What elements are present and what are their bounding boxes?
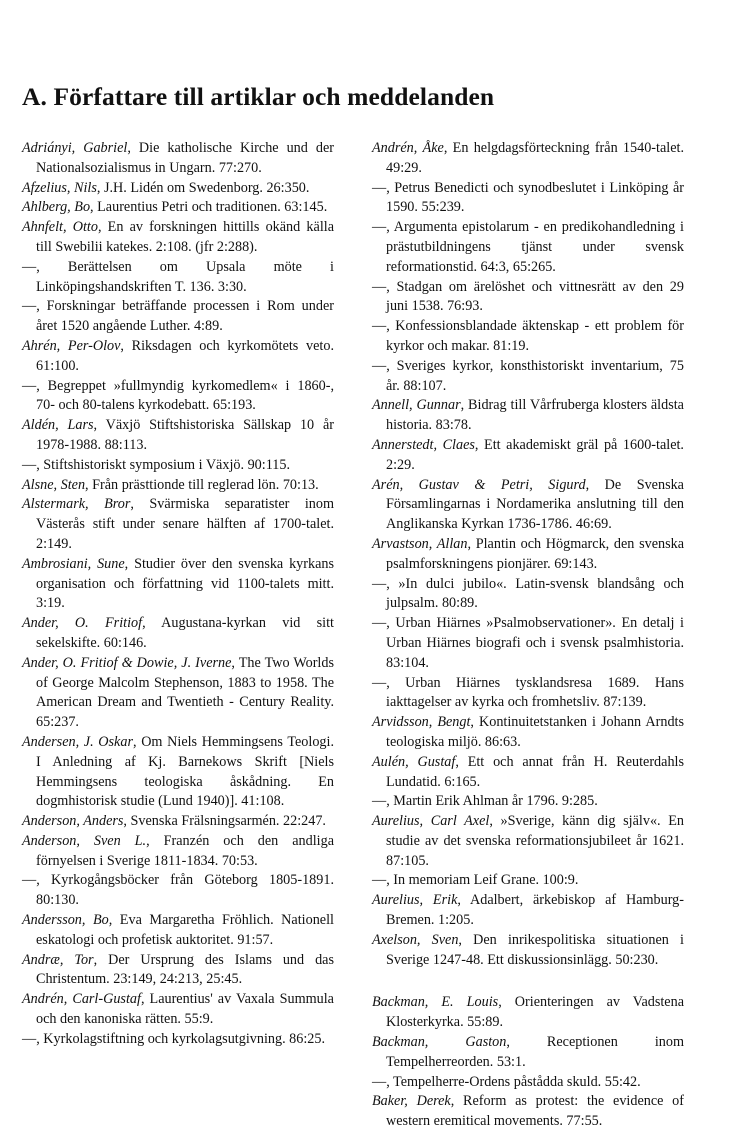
entry-text: , J.H. Lidén om Swedenborg. 26:350. xyxy=(96,179,310,196)
index-entry xyxy=(372,575,684,615)
entry-text: , Eva Margaretha Fröhlich. Nationell eskatologi och profetisk auktoritet. 91:57. xyxy=(36,912,334,948)
index-entry xyxy=(372,891,684,931)
entry-text: —, Tempelherre-Ordens påstådda skuld. 55:42. xyxy=(372,1073,641,1090)
index-entry xyxy=(372,179,684,219)
author-name: Axelson, Sven xyxy=(372,931,459,948)
author-name: Anderson, Anders xyxy=(22,813,124,830)
entry-text: , The Two Worlds of George Malcolm Stephenson, 1883 to 1958. The American Dream and Twentieth - Century Reality. 65:237. xyxy=(36,654,334,731)
index-entry xyxy=(22,476,334,496)
author-name: Arvastson, Allan xyxy=(372,535,468,552)
entry-text: , En helgdagsförteckning från 1540-talet. 49:29. xyxy=(386,140,684,176)
index-entry xyxy=(372,931,684,971)
index-entry xyxy=(372,812,684,871)
author-name: Alsne, Sten xyxy=(22,476,86,493)
author-name: Arvidsson, Bengt xyxy=(372,714,471,731)
index-entry xyxy=(372,396,684,436)
entry-text: —, Urban Hiärnes »Psalmobservationer». En detalj i Urban Hiärnes biografi och i svensk psalmhistoria. 83:104. xyxy=(372,615,684,671)
index-entry xyxy=(372,674,684,714)
entry-text: , Riksdagen och kyrkomötets veto. 61:100. xyxy=(36,337,334,374)
index-entry xyxy=(372,1033,684,1073)
entry-text: , Om Niels Hemmingsens Teologi. I Anledning af Kj. Barnekows Skrift [Niels Hemmingsens teologiska åskådning. En dogmhistorisk studie (Lund 1940)]. 41:108. xyxy=(36,733,334,810)
left-column xyxy=(22,139,334,1050)
index-entry xyxy=(22,218,334,258)
index-entry xyxy=(372,357,684,397)
entry-text: , Franzén och den andliga förnyelsen i Sverige 1811-1834. 70:53. xyxy=(36,832,334,869)
author-name: Ahrén, Per-Olov xyxy=(22,337,121,354)
entry-text: , Bidrag till Vårfruberga klosters äldsta historia. 83:78. xyxy=(386,397,684,434)
entry-text: , Laurentius Petri och traditionen. 63:145. xyxy=(90,199,328,216)
index-entry xyxy=(22,416,334,456)
entry-text: , Ett akademiskt gräl på 1600-talet. 2:29. xyxy=(386,436,684,473)
index-entry xyxy=(22,911,334,951)
author-name: Ander, O. Fritiof xyxy=(22,615,143,632)
entry-text: , Från prästtionde till reglerad lön. 70:13. xyxy=(85,476,319,493)
entry-text: , Växjö Stiftshistoriska Sällskap 10 år 1978-1988. 88:113. xyxy=(36,417,334,453)
entry-text: , Die katholische Kirche und der Nationalsozialismus in Ungarn. 77:270. xyxy=(36,140,334,176)
author-name: Annell, Gunnar xyxy=(372,397,461,414)
author-name: Arén, Gustav & Petri, Sigurd xyxy=(372,476,586,493)
entry-text: —, Berättelsen om Upsala möte i Linköpingshandskriften T. 136. 3:30. xyxy=(22,258,334,295)
author-name: Aurelius, Erik xyxy=(372,892,458,909)
author-name: Andræ, Tor xyxy=(22,951,94,968)
entry-text: —, Urban Hiärnes tysklandsresa 1689. Hans iakttagelser av kyrka och fromhetsliv. 87:139. xyxy=(372,674,684,711)
index-entry xyxy=(372,1073,684,1093)
entry-text: , Augustana-kyrkan vid sitt sekelskifte. 60:146. xyxy=(36,615,334,651)
entry-text: , Svenska Frälsningsarmén. 22:247. xyxy=(123,813,326,830)
author-name: Ahlberg, Bo xyxy=(22,199,91,216)
entry-text: —, In memoriam Leif Grane. 100:9. xyxy=(372,872,579,889)
entry-text: —, Forskningar beträffande processen i Rom under året 1520 angående Luther. 4:89. xyxy=(22,298,334,335)
author-name: Ander, O. Fritiof & Dowie, J. Iverne xyxy=(22,654,232,671)
index-entry xyxy=(372,1092,684,1132)
author-name: Backman, E. Louis xyxy=(372,994,499,1011)
index-entry xyxy=(22,733,334,812)
index-entry xyxy=(22,555,334,614)
index-entry xyxy=(22,198,334,218)
author-name: Andrén, Carl-Gustaf xyxy=(22,991,141,1008)
index-entry xyxy=(22,871,334,911)
index-entry xyxy=(372,713,684,753)
entry-text: —, Petrus Benedicti och synodbeslutet i Linköping år 1590. 55:239. xyxy=(372,179,684,216)
author-name: Backman, Gaston xyxy=(372,1034,507,1051)
index-entry xyxy=(22,832,334,872)
entry-text: , Laurentius' av Vaxala Summula och den kanoniska rätten. 55:9. xyxy=(36,991,334,1028)
entry-text: , Der Ursprung des Islams und das Christentum. 23:149, 24:213, 25:45. xyxy=(36,951,334,988)
author-name: Aurelius, Carl Axel xyxy=(372,813,490,830)
entry-text: , Studier över den svenska kyrkans organisation och författning vid 1100-talets mitt. 3:19. xyxy=(36,555,335,612)
author-name: Anderson, Sven L. xyxy=(22,832,147,849)
page-title: A. Författare till artiklar och meddelanden xyxy=(22,82,495,111)
index-entry xyxy=(22,654,334,733)
index-entry xyxy=(372,436,684,476)
author-name: Aulén, Gustaf xyxy=(372,753,456,770)
index-entry xyxy=(22,614,334,654)
index-entry xyxy=(372,139,684,179)
index-entry xyxy=(22,456,334,476)
entry-text: , Reform as protest: the evidence of western eremitical movements. 77:55. xyxy=(386,1093,685,1130)
index-entry xyxy=(22,1030,334,1050)
author-name: Andersen, J. Oskar xyxy=(22,733,133,750)
entry-text: , Kontinuitetstanken i Johann Arndts teologiska miljö. 86:63. xyxy=(386,714,685,750)
entry-text: —, Stadgan om ärelöshet och vittnesrätt av den 29 juni 1538. 76:93. xyxy=(372,278,684,315)
entry-text: , »Sverige, känn dig själv«. En studie av det svenska reformationsjubileet år 1621. 87:105. xyxy=(386,813,685,869)
index-entry xyxy=(22,179,334,199)
index-entry xyxy=(372,614,684,673)
entry-text: —, Argumenta epistolarum - en predikohandledning i prästutbildningens tjänst under svensk reformationstid. 64:3, 65:265. xyxy=(372,219,684,275)
index-entry xyxy=(372,535,684,575)
index-entry xyxy=(372,476,684,535)
entry-text: , Den inrikespolitiska situationen i Sverige 1247-48. Ett diskussionsinlägg. 50:230. xyxy=(386,931,684,968)
index-entry xyxy=(372,218,684,277)
entry-text: —, Kyrkogångsböcker från Göteborg 1805-1891. 80:130. xyxy=(22,872,334,909)
entry-text: —, Konfessionsblandade äktenskap - ett problem för kyrkor och makar. 81:19. xyxy=(372,318,684,354)
entry-text: , Ett och annat från H. Reuterdahls Lundatid. 6:165. xyxy=(386,753,684,790)
entry-text: —, Begreppet »fullmyndig kyrkomedlem« i 1860-, 70- och 80-talens kyrkodebatt. 65:193. xyxy=(22,377,334,414)
index-entry xyxy=(22,139,334,179)
index-entry xyxy=(372,753,684,793)
entry-text: , Adalbert, ärkebiskop af Hamburg-Bremen. 1:205. xyxy=(386,892,684,929)
index-entry xyxy=(22,337,334,377)
entry-text: , Svärmiska separatister inom Västerås stift under senare hälften af 1700-talet. 2:149. xyxy=(36,496,334,552)
index-entry xyxy=(22,990,334,1030)
entry-text: —, Kyrkolagstiftning och kyrkolagsutgivning. 86:25. xyxy=(22,1030,326,1047)
index-entry xyxy=(372,993,684,1033)
entry-text: , Orienteringen av Vadstena Klosterkyrka. 55:89. xyxy=(386,994,684,1031)
author-name: Alstermark, Bror xyxy=(22,496,131,513)
index-entry xyxy=(22,495,334,554)
entry-text: —, Stiftshistoriskt symposium i Växjö. 90:115. xyxy=(22,456,291,473)
entry-text: , De Svenska Församlingarnas i Nordamerika anslutning till den Anglikanska Kyrkan 1736-1786. 46:69. xyxy=(386,476,684,533)
index-entry xyxy=(372,317,684,357)
entry-text: —, Sveriges kyrkor, konsthistoriskt inventarium, 75 år. 88:107. xyxy=(372,357,684,394)
entry-text: —, Martin Erik Ahlman år 1796. 9:285. xyxy=(372,793,598,810)
author-name: Ahnfelt, Otto xyxy=(22,219,98,236)
entry-text: , En av forskningen hittills okänd källa till Swebilii katekes. 2:108. (jfr 2:288). xyxy=(36,219,335,255)
author-name: Baker, Derek xyxy=(372,1093,451,1110)
author-name: Ambrosiani, Sune xyxy=(22,555,125,572)
index-entry xyxy=(372,792,684,812)
index-entry xyxy=(22,377,334,417)
author-name: Adriányi, Gabriel xyxy=(22,140,128,156)
index-entry xyxy=(22,258,334,298)
index-entry xyxy=(22,812,334,832)
index-entry xyxy=(22,951,334,991)
index-entry xyxy=(372,278,684,318)
entry-text: , Plantin och Högmarck, den svenska psalmforskningens pionjärer. 69:143. xyxy=(386,535,685,572)
author-name: Andersson, Bo xyxy=(22,912,109,929)
author-name: Afzelius, Nils xyxy=(22,179,97,196)
entry-text: , Receptionen inom Tempelherreorden. 53:1. xyxy=(386,1034,684,1070)
index-entry xyxy=(372,871,684,891)
entry-text: —, »In dulci jubilo«. Latin-svensk blandsång och julpsalm. 80:89. xyxy=(372,575,684,612)
author-name: Aldén, Lars xyxy=(22,417,94,434)
author-name: Annerstedt, Claes xyxy=(372,436,475,453)
author-name: Andrén, Åke xyxy=(372,140,444,156)
index-entry xyxy=(22,297,334,337)
right-column xyxy=(372,139,684,1132)
